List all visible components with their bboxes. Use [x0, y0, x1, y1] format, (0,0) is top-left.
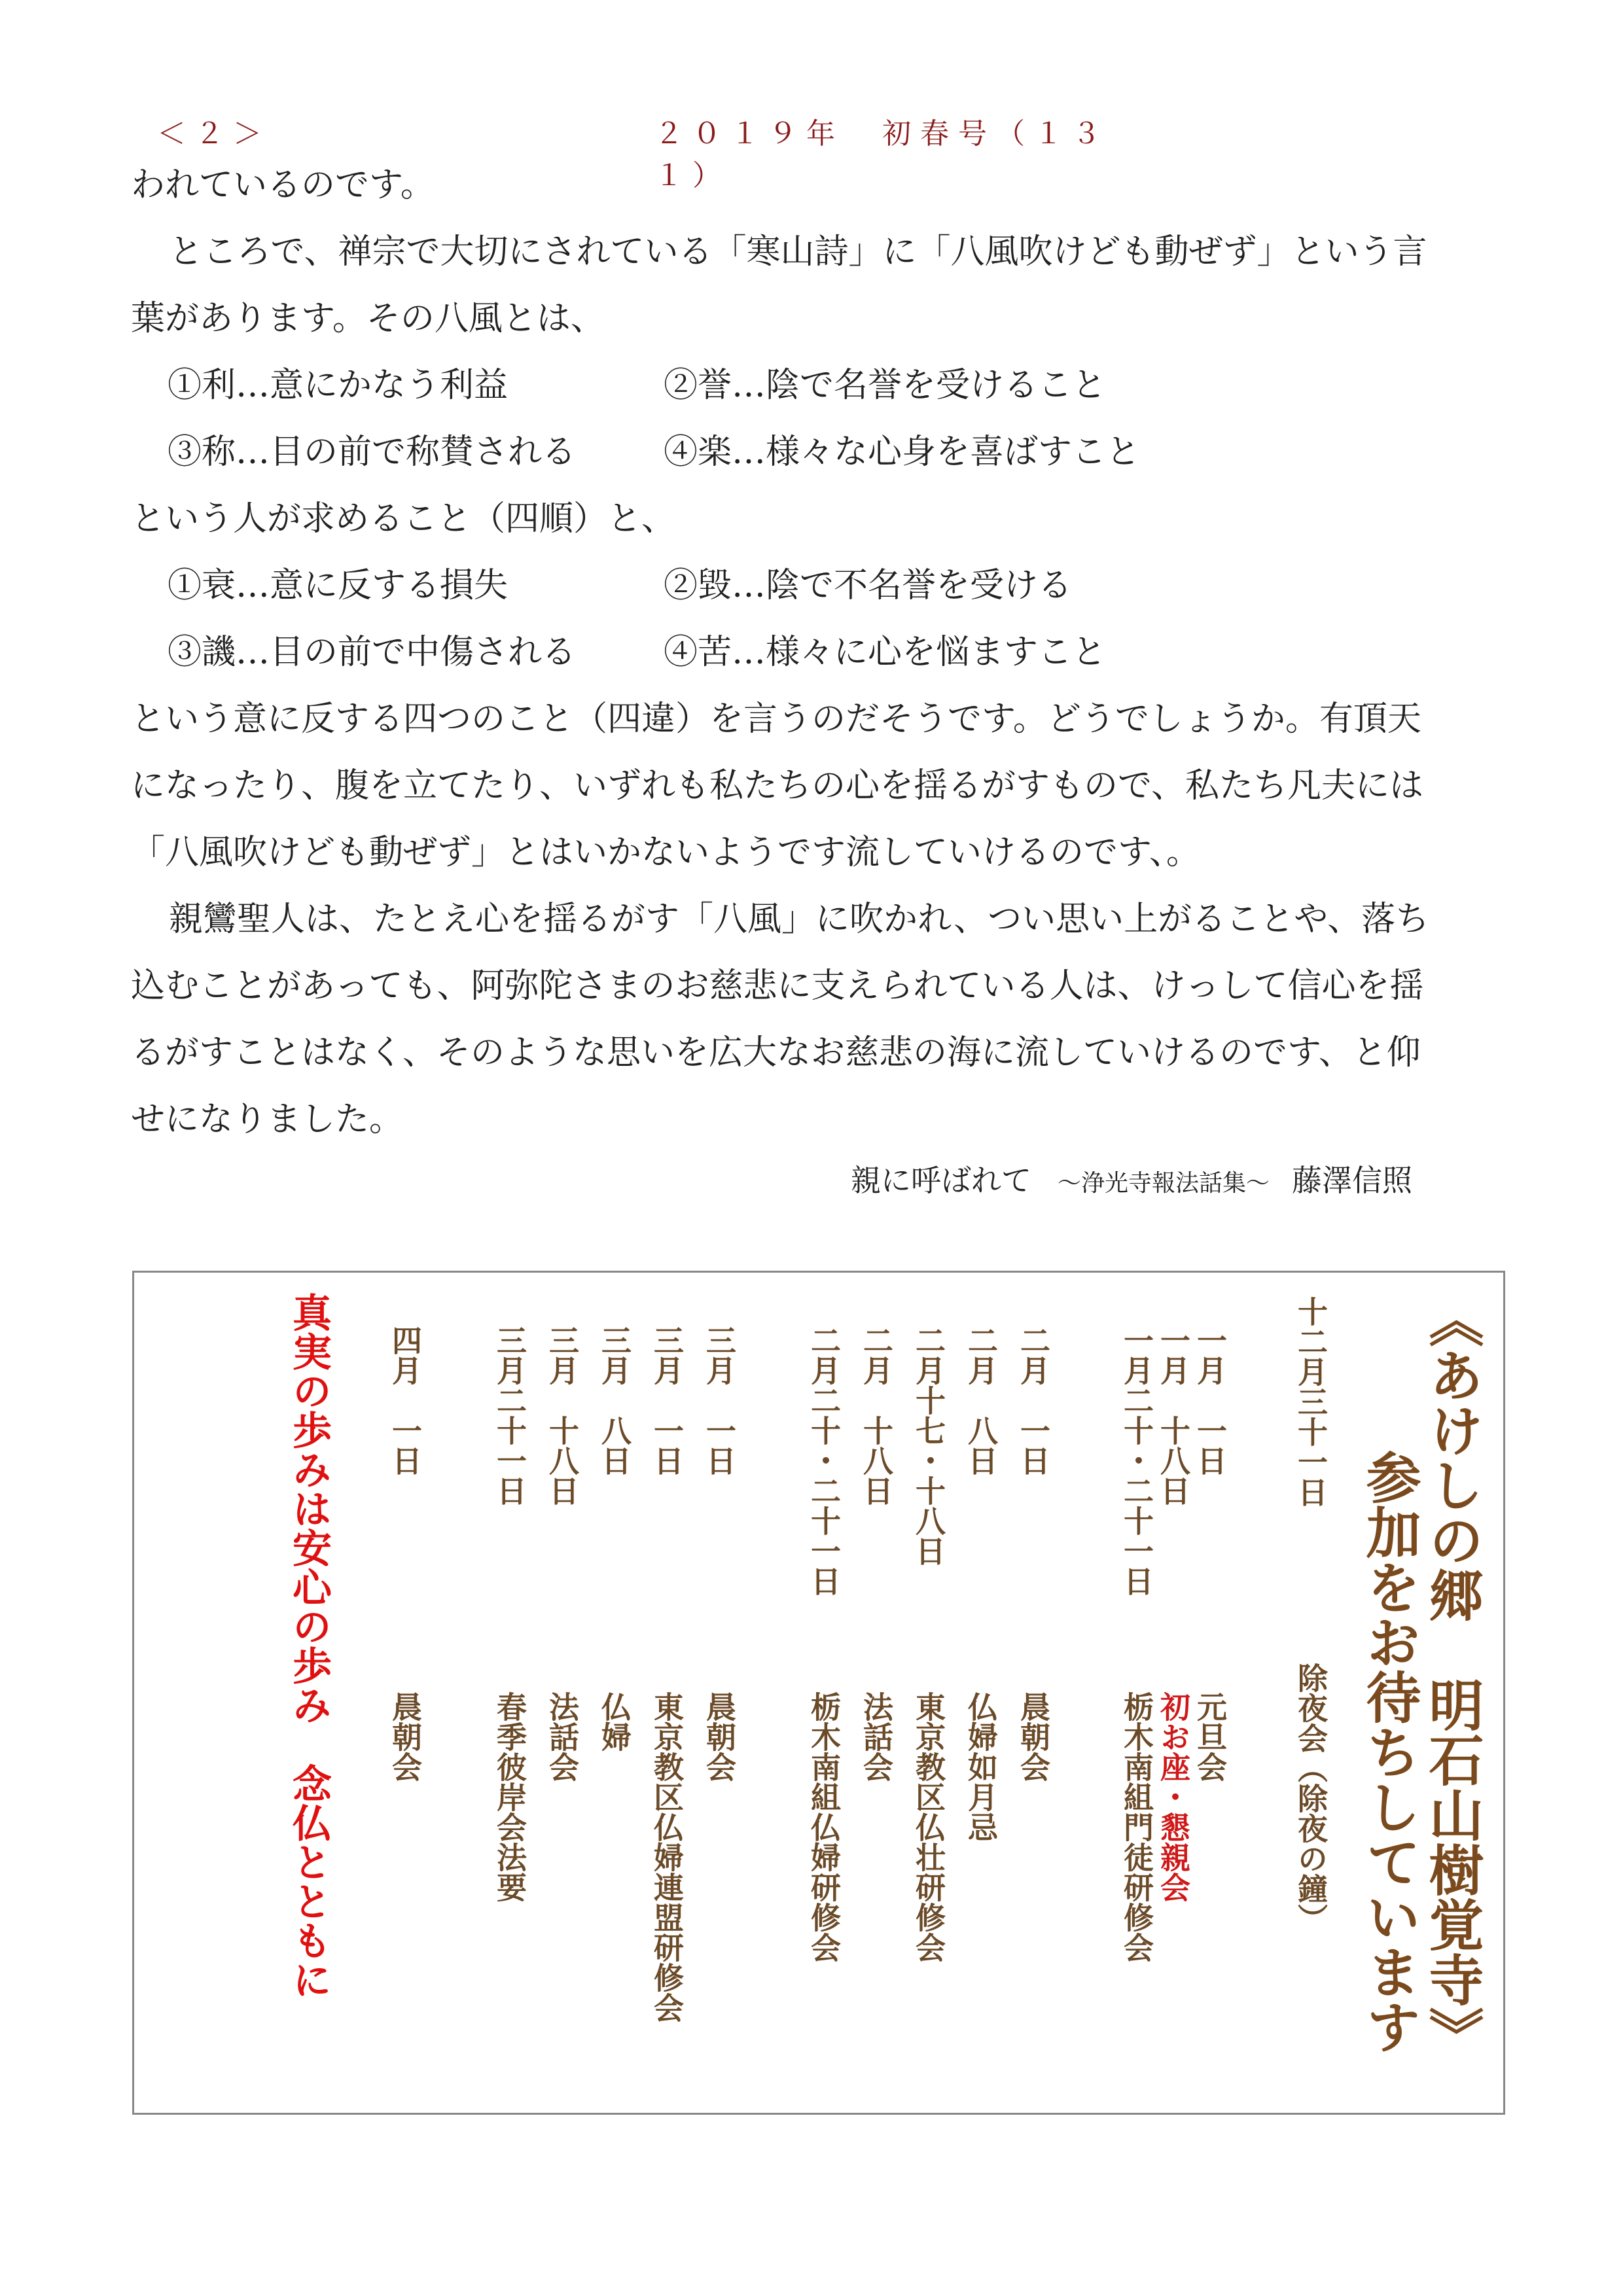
event-name: 仏婦如月忌 — [963, 1691, 999, 1842]
event-date: 三月 一日 — [702, 1325, 737, 1475]
event-date: 一月二十・二十一日 — [1119, 1325, 1154, 1596]
wind-item: ②毀…陰で不名誉を受ける — [664, 566, 1073, 605]
source-citation — [851, 1157, 1412, 1200]
event-name: 法話会 — [544, 1691, 580, 1782]
article-line: 親鸞聖人は、たとえ心を揺るがす「八風」に吹かれ、つい思い上がることや、落ち — [169, 900, 1430, 939]
article-line: るがすことはなく、そのような思いを広大なお慈悲の海に流していけるのです、と仰 — [131, 1033, 1421, 1072]
wind-item: ②誉…陰で名誉を受けること — [664, 366, 1107, 405]
event-name: 晨朝会 — [1016, 1691, 1051, 1782]
wind-item: ④苦…様々に心を悩ますこと — [664, 633, 1107, 672]
event-name: 晨朝会 — [387, 1691, 423, 1782]
event-name: 法話会 — [859, 1691, 894, 1782]
article-line: ところで、禅宗で大切にされている「寒山詩」に「八風吹けども動ぜず」という言 — [169, 232, 1427, 272]
schedule-event — [387, 1325, 423, 1782]
schedule-event — [701, 1325, 738, 1782]
wind-item: ③称…目の前で称賛される — [168, 433, 577, 472]
wind-item: ①利…意にかなう利益 — [168, 366, 508, 405]
issue-label: ２０１９年 初春号（１３１） — [654, 117, 1110, 192]
source-book: 親に呼ばれて — [851, 1163, 1031, 1198]
article-line: 葉があります。その八風とは、 — [131, 299, 605, 338]
event-date: 三月二十一日 — [492, 1325, 527, 1506]
schedule-event — [1118, 1325, 1155, 1962]
source-author: 藤澤信照 — [1292, 1163, 1413, 1198]
eight-winds-row — [131, 419, 1518, 486]
event-name: 栃木南組仏婦研修会 — [806, 1691, 842, 1962]
schedule-event — [963, 1325, 999, 1842]
article-line: われているのです。 — [131, 166, 435, 205]
source-subtitle: ～浄光寺報法話集～ — [1058, 1170, 1270, 1197]
event-name: 元旦会 — [1192, 1691, 1228, 1782]
event-name: 除夜会（除夜の鐘） — [1293, 1663, 1329, 1934]
schedule-subtitle: 参加をお待ちしています — [1357, 1449, 1421, 2054]
event-date: 四月 一日 — [387, 1325, 423, 1475]
wind-item: ③譏…目の前で中傷される — [168, 633, 577, 672]
schedule-box — [132, 1271, 1505, 2115]
schedule-event — [1192, 1325, 1228, 1782]
article-line: せになりました。 — [131, 1100, 404, 1139]
schedule-event — [491, 1325, 528, 1902]
event-date: 一月 一日 — [1192, 1325, 1228, 1475]
event-date: 三月 十八日 — [544, 1325, 580, 1506]
event-date: 三月 八日 — [597, 1325, 632, 1475]
event-date: 一月 十八日 — [1156, 1325, 1191, 1506]
article-line: 「八風吹けども動ぜず」とはいかないようです流していけるのです、。 — [131, 833, 1200, 872]
event-date: 二月二十・二十一日 — [806, 1325, 842, 1596]
schedule-event — [806, 1325, 842, 1962]
schedule-event — [544, 1325, 580, 1782]
schedule-event — [1155, 1325, 1192, 1902]
event-date: 二月 八日 — [963, 1325, 999, 1475]
event-date: 二月十七・十八日 — [911, 1325, 946, 1566]
schedule-event — [1015, 1325, 1052, 1782]
wind-item: ④楽…様々な心身を喜ばすこと — [664, 433, 1141, 472]
event-date: 二月 十八日 — [859, 1325, 894, 1506]
eight-winds-row — [131, 552, 1518, 619]
article-body — [131, 152, 1518, 1153]
schedule-event — [858, 1325, 895, 1782]
eight-winds-row — [131, 352, 1518, 419]
event-name: 晨朝会 — [702, 1691, 737, 1782]
article-line: になったり、腹を立てたり、いずれも私たちの心を揺るがすもので、私たち凡夫には — [131, 766, 1423, 805]
article-line: という人が求めること（四順）と、 — [131, 499, 676, 539]
wind-item: ①衰…意に反する損失 — [168, 566, 508, 605]
event-name: 東京教区仏婦連盟研修会 — [649, 1691, 685, 2022]
event-name: 東京教区仏壮研修会 — [911, 1691, 946, 1962]
event-name: 春季彼岸会法要 — [492, 1691, 527, 1902]
event-name: 仏婦 — [597, 1691, 632, 1752]
schedule-event — [649, 1325, 685, 2022]
schedule-event — [910, 1325, 947, 1962]
schedule-title: 《あけしの郷 明石山樹覚寺》 — [1420, 1292, 1484, 2062]
article-line: という意に反する四つのこと（四違）を言うのだそうです。どうでしょうか。有頂天 — [131, 699, 1421, 739]
article-line: 込むことがあっても、阿弥陀さまのお慈悲に支えられている人は、けっして信心を揺 — [131, 966, 1424, 1006]
schedule-event — [596, 1325, 633, 1752]
event-name: 栃木南組門徒研修会 — [1119, 1691, 1154, 1962]
schedule-event — [1293, 1296, 1329, 1934]
event-date: 二月 一日 — [1016, 1325, 1051, 1475]
eight-winds-row — [131, 619, 1518, 686]
event-date: 三月 一日 — [649, 1325, 685, 1475]
page-number: ＜２＞ — [157, 117, 271, 150]
event-date: 十二月三十一日 — [1293, 1296, 1329, 1507]
event-name: 初お座・懇親会 — [1156, 1691, 1191, 1902]
slogan: 真実の歩みは安心の歩み 念仏とともに — [286, 1292, 332, 1999]
